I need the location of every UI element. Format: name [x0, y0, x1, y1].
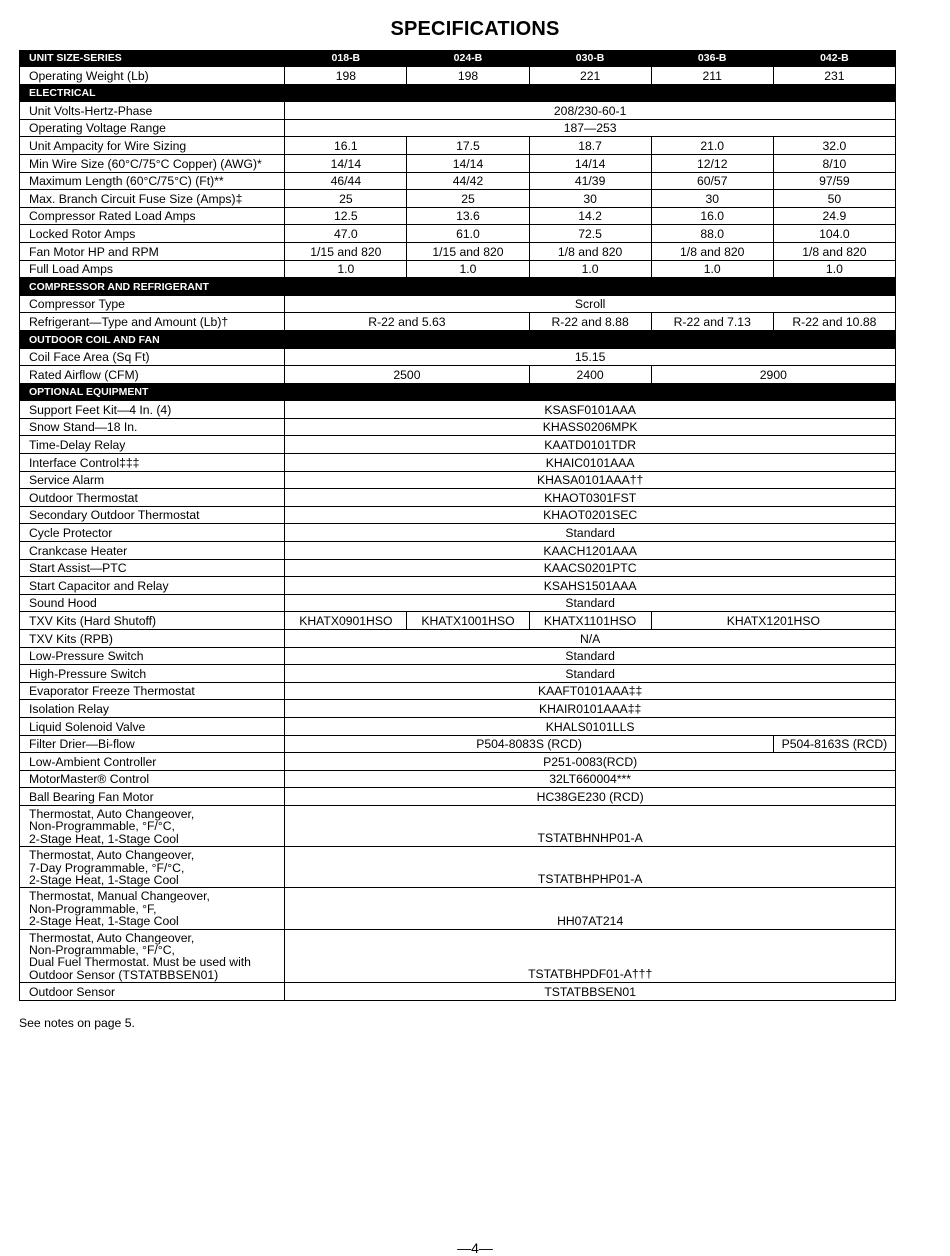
row-value: 1.0	[285, 260, 407, 278]
rated-airflow-row	[20, 366, 896, 384]
row-value: HH07AT214	[285, 888, 896, 929]
unit-size-header: 030-B	[529, 51, 651, 67]
row-value: 211	[651, 67, 773, 85]
electrical-row	[20, 190, 896, 208]
row-label: Interface Control‡‡‡	[20, 454, 285, 472]
row-value: 1.0	[407, 260, 529, 278]
row-value: 97/59	[773, 172, 895, 190]
row-value: KAACS0201PTC	[285, 559, 896, 577]
row-value: KAACH1201AAA	[285, 542, 896, 560]
electrical-row	[20, 225, 896, 243]
row-label: Filter Drier—Bi-flow	[20, 735, 285, 753]
row-value: KAAFT0101AAA‡‡	[285, 682, 896, 700]
row-value: 104.0	[773, 225, 895, 243]
row-value: 41/39	[529, 172, 651, 190]
row-value: 2500	[285, 366, 529, 384]
row-value: 13.6	[407, 207, 529, 225]
optional-equipment-row	[20, 788, 896, 806]
row-label: Time-Delay Relay	[20, 436, 285, 454]
row-value: 221	[529, 67, 651, 85]
row-value: 50	[773, 190, 895, 208]
row-label: Isolation Relay	[20, 700, 285, 718]
row-label: Rated Airflow (CFM)	[20, 366, 285, 384]
electrical-row	[20, 172, 896, 190]
row-label: Refrigerant—Type and Amount (Lb)†	[20, 313, 285, 331]
optional-equipment-row	[20, 577, 896, 595]
row-value: 14/14	[407, 154, 529, 172]
row-value: 12/12	[651, 154, 773, 172]
thermostat-row	[20, 847, 896, 888]
row-label: Operating Voltage Range	[20, 119, 285, 137]
row-label: Coil Face Area (Sq Ft)	[20, 348, 285, 366]
optional-equipment-row	[20, 594, 896, 612]
row-value: KAATD0101TDR	[285, 436, 896, 454]
txv-hard-shutoff-row	[20, 612, 896, 630]
row-label: Unit Ampacity for Wire Sizing	[20, 137, 285, 155]
row-label: Thermostat, Manual Changeover, Non-Programmable, °F, 2-Stage Heat, 1-Stage Cool	[20, 888, 285, 929]
specifications-table	[19, 50, 896, 1001]
row-value: R-22 and 7.13	[651, 313, 773, 331]
unit-size-header: 036-B	[651, 51, 773, 67]
row-label: Full Load Amps	[20, 260, 285, 278]
row-value: 8/10	[773, 154, 895, 172]
row-label: Compressor Type	[20, 295, 285, 313]
row-value: 25	[407, 190, 529, 208]
row-label: Max. Branch Circuit Fuse Size (Amps)‡	[20, 190, 285, 208]
optional-equipment-row	[20, 471, 896, 489]
thermostat-row	[20, 888, 896, 929]
optional-equipment-row	[20, 682, 896, 700]
row-value: 32.0	[773, 137, 895, 155]
electrical-row	[20, 137, 896, 155]
row-label: Crankcase Heater	[20, 542, 285, 560]
optional-equipment-row	[20, 647, 896, 665]
row-value: TSTATBHPDF01-A†††	[285, 929, 896, 983]
row-label: Fan Motor HP and RPM	[20, 242, 285, 260]
row-value: 231	[773, 67, 895, 85]
row-value: 198	[407, 67, 529, 85]
row-label: Outdoor Sensor	[20, 983, 285, 1001]
row-label: MotorMaster® Control	[20, 770, 285, 788]
row-value: 12.5	[285, 207, 407, 225]
optional-equipment-row	[20, 770, 896, 788]
row-value: 1/8 and 820	[773, 242, 895, 260]
unit-size-header: 042-B	[773, 51, 895, 67]
optional-equipment-row	[20, 665, 896, 683]
section-header-row	[20, 278, 896, 296]
thermostat-row	[20, 805, 896, 846]
row-label: Service Alarm	[20, 471, 285, 489]
row-value: 44/42	[407, 172, 529, 190]
row-value: 15.15	[285, 348, 896, 366]
row-value: 1/8 and 820	[651, 242, 773, 260]
unit-size-header: 018-B	[285, 51, 407, 67]
row-value: 30	[529, 190, 651, 208]
optional-equipment-row	[20, 401, 896, 419]
row-value: 24.9	[773, 207, 895, 225]
optional-equipment-row	[20, 717, 896, 735]
row-value: TSTATBHPHP01-A	[285, 847, 896, 888]
row-value: 198	[285, 67, 407, 85]
row-value: 32LT660004***	[285, 770, 896, 788]
optional-equipment-row	[20, 436, 896, 454]
row-value: KHAIC0101AAA	[285, 454, 896, 472]
electrical-row	[20, 242, 896, 260]
row-value: 16.1	[285, 137, 407, 155]
row-value: 1.0	[529, 260, 651, 278]
page-title: SPECIFICATIONS	[390, 18, 560, 40]
row-label: Outdoor Thermostat	[20, 489, 285, 507]
row-label: Evaporator Freeze Thermostat	[20, 682, 285, 700]
row-value: HC38GE230 (RCD)	[285, 788, 896, 806]
row-value: 17.5	[407, 137, 529, 155]
optional-equipment-row	[20, 542, 896, 560]
row-label: High-Pressure Switch	[20, 665, 285, 683]
row-value: 1/15 and 820	[407, 242, 529, 260]
row-value: KSASF0101AAA	[285, 401, 896, 419]
row-label: Secondary Outdoor Thermostat	[20, 506, 285, 524]
row-label: Support Feet Kit—4 In. (4)	[20, 401, 285, 419]
row-value: KHATX1001HSO	[407, 612, 529, 630]
row-value: 2900	[651, 366, 895, 384]
optional-equipment-row	[20, 506, 896, 524]
row-value: KHALS0101LLS	[285, 717, 896, 735]
optional-equipment-row	[20, 630, 896, 648]
footnote-reference: See notes on page 5.	[19, 1016, 135, 1030]
row-value: KHATX0901HSO	[285, 612, 407, 630]
optional-equipment-row	[20, 700, 896, 718]
filter-drier-row	[20, 735, 896, 753]
page-number: —4—	[457, 1240, 493, 1256]
row-value: 88.0	[651, 225, 773, 243]
section-header: OUTDOOR COIL AND FAN	[20, 330, 896, 348]
row-label: Thermostat, Auto Changeover, Non-Programmable, °F/°C, Dual Fuel Thermostat. Must be used with Outdoor Sensor (TSTATBBSEN01)	[20, 929, 285, 983]
row-value: 16.0	[651, 207, 773, 225]
row-value: R-22 and 8.88	[529, 313, 651, 331]
section-header-row	[20, 383, 896, 401]
optional-equipment-row	[20, 418, 896, 436]
table-header-row	[20, 51, 896, 67]
row-value: 46/44	[285, 172, 407, 190]
row-label: Snow Stand—18 In.	[20, 418, 285, 436]
row-value: 187—253	[285, 119, 896, 137]
row-value: 1/8 and 820	[529, 242, 651, 260]
row-value: R-22 and 10.88	[773, 313, 895, 331]
row-value: 61.0	[407, 225, 529, 243]
row-label: TXV Kits (RPB)	[20, 630, 285, 648]
row-value: Scroll	[285, 295, 896, 313]
row-value: 25	[285, 190, 407, 208]
electrical-row	[20, 154, 896, 172]
outdoor-sensor-row	[20, 983, 896, 1001]
row-value: 21.0	[651, 137, 773, 155]
row-label: Thermostat, Auto Changeover, Non-Programmable, °F/°C, 2-Stage Heat, 1-Stage Cool	[20, 805, 285, 846]
row-label: Low-Pressure Switch	[20, 647, 285, 665]
row-value: Standard	[285, 665, 896, 683]
row-value: 72.5	[529, 225, 651, 243]
row-value: 14/14	[529, 154, 651, 172]
section-header: ELECTRICAL	[20, 84, 896, 102]
section-header: COMPRESSOR AND REFRIGERANT	[20, 278, 896, 296]
row-label: Ball Bearing Fan Motor	[20, 788, 285, 806]
row-value: KHATX1201HSO	[651, 612, 895, 630]
optional-equipment-row	[20, 524, 896, 542]
row-value: R-22 and 5.63	[285, 313, 529, 331]
section-header: OPTIONAL EQUIPMENT	[20, 383, 896, 401]
thermostat-row	[20, 929, 896, 983]
row-value: 1/15 and 820	[285, 242, 407, 260]
row-label: Min Wire Size (60°C/75°C Copper) (AWG)*	[20, 154, 285, 172]
row-value: KHAIR0101AAA‡‡	[285, 700, 896, 718]
row-value: Standard	[285, 647, 896, 665]
row-value: P251-0083(RCD)	[285, 753, 896, 771]
row-label: Start Capacitor and Relay	[20, 577, 285, 595]
row-value: KHASS0206MPK	[285, 418, 896, 436]
row-label: Sound Hood	[20, 594, 285, 612]
row-label: Operating Weight (Lb)	[20, 67, 285, 85]
optional-equipment-row	[20, 559, 896, 577]
optional-equipment-row	[20, 454, 896, 472]
row-value: KHASA0101AAA††	[285, 471, 896, 489]
row-label: Unit Volts-Hertz-Phase	[20, 102, 285, 120]
row-value: 1.0	[773, 260, 895, 278]
row-value: 14.2	[529, 207, 651, 225]
row-label: Thermostat, Auto Changeover, 7-Day Programmable, °F/°C, 2-Stage Heat, 1-Stage Cool	[20, 847, 285, 888]
specifications-table-body	[20, 51, 896, 1001]
row-label: Locked Rotor Amps	[20, 225, 285, 243]
row-value: TSTATBHNHP01-A	[285, 805, 896, 846]
optional-equipment-row	[20, 489, 896, 507]
row-label: Maximum Length (60°C/75°C) (Ft)**	[20, 172, 285, 190]
unit-size-series-label: UNIT SIZE-SERIES	[20, 51, 285, 67]
row-value: Standard	[285, 594, 896, 612]
row-value: 2400	[529, 366, 651, 384]
row-value: 14/14	[285, 154, 407, 172]
row-value: P504-8083S (RCD)	[285, 735, 774, 753]
row-label: Start Assist—PTC	[20, 559, 285, 577]
row-label: Liquid Solenoid Valve	[20, 717, 285, 735]
operating-weight-row	[20, 67, 896, 85]
volts-hertz-phase-row	[20, 102, 896, 120]
refrigerant-row	[20, 313, 896, 331]
row-value: N/A	[285, 630, 896, 648]
unit-size-header: 024-B	[407, 51, 529, 67]
row-label: Low-Ambient Controller	[20, 753, 285, 771]
row-value: 208/230-60-1	[285, 102, 896, 120]
row-value: 60/57	[651, 172, 773, 190]
section-header-row	[20, 330, 896, 348]
row-label: Cycle Protector	[20, 524, 285, 542]
row-value: 47.0	[285, 225, 407, 243]
section-header-row	[20, 84, 896, 102]
coil-face-area-row	[20, 348, 896, 366]
row-value: KSAHS1501AAA	[285, 577, 896, 595]
row-value: KHATX1101HSO	[529, 612, 651, 630]
electrical-row	[20, 260, 896, 278]
row-value: KHAOT0301FST	[285, 489, 896, 507]
row-value: 1.0	[651, 260, 773, 278]
row-value: KHAOT0201SEC	[285, 506, 896, 524]
electrical-row	[20, 207, 896, 225]
row-value: 18.7	[529, 137, 651, 155]
operating-voltage-range-row	[20, 119, 896, 137]
row-label: TXV Kits (Hard Shutoff)	[20, 612, 285, 630]
row-value: 30	[651, 190, 773, 208]
optional-equipment-row	[20, 753, 896, 771]
row-label: Compressor Rated Load Amps	[20, 207, 285, 225]
row-value: P504-8163S (RCD)	[773, 735, 895, 753]
row-value: TSTATBBSEN01	[285, 983, 896, 1001]
compressor-type-row	[20, 295, 896, 313]
row-value: Standard	[285, 524, 896, 542]
